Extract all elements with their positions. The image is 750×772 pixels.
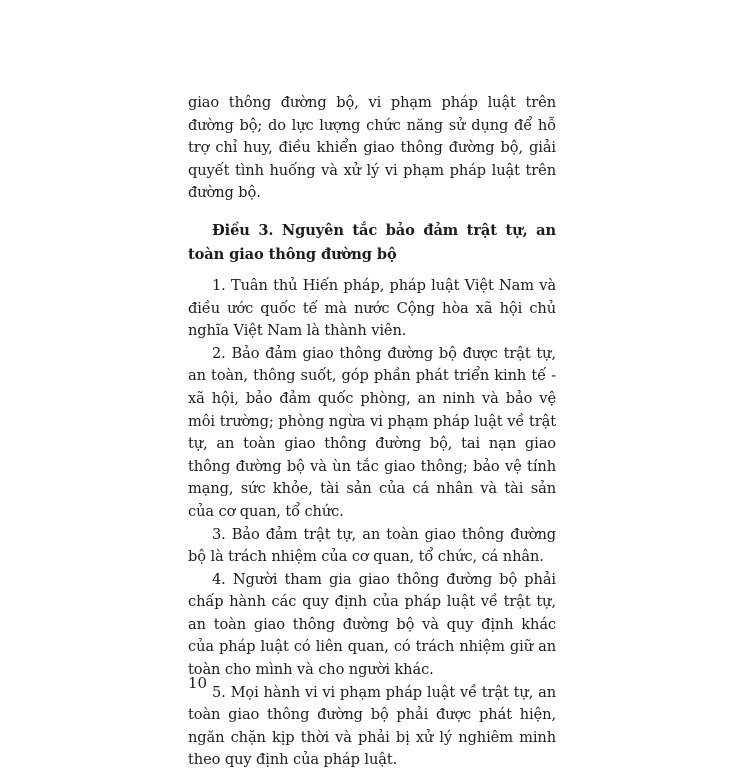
article-heading: Điều 3. Nguyên tắc bảo đảm trật tự, an toàn giao thông đường bộ <box>188 221 556 263</box>
page-number: 10 <box>188 674 208 692</box>
article-item-3: 3. Bảo đảm trật tự, an toàn giao thông đường bộ là trách nhiệm của cơ quan, tổ chức, cá nhân. <box>188 525 556 566</box>
article-item-4: 4. Người tham gia giao thông đường bộ phải chấp hành các quy định của pháp luật về trật tự, an toàn giao thông đường bộ và quy định khác của pháp luật có liên quan, có trách nhiệm giữ an toàn cho mình và cho người khác. <box>188 570 556 679</box>
article-item-5: 5. Mọi hành vi vi phạm pháp luật về trật tự, an toàn giao thông đường bộ phải được phát hiện, ngăn chặn kịp thời và phải bị xử lý nghiêm minh theo quy định của pháp luật. <box>188 683 556 769</box>
continuation-paragraph: giao thông đường bộ, vi phạm pháp luật trên đường bộ; do lực lượng chức năng sử dụng để hỗ trợ chỉ huy, điều khiển giao thông đường bộ, giải quyết tình huống và xử lý vi phạm pháp luật trên đường bộ. <box>188 94 556 202</box>
article-item-2: 2. Bảo đảm giao thông đường bộ được trật tự, an toàn, thông suốt, góp phần phát triển kinh tế - xã hội, bảo đảm quốc phòng, an ninh và bảo vệ môi trường; phòng ngừa vi phạm pháp luật về trật tự, an toàn giao thông đường bộ, tai nạn giao thông đường bộ và ùn tắc giao thông; bảo vệ tính mạng, sức khỏe, tài sản của cá nhân và tài sản của cơ quan, tổ chức. <box>188 344 556 520</box>
article-item-1: 1. Tuân thủ Hiến pháp, pháp luật Việt Nam và điều ước quốc tế mà nước Cộng hòa xã hội chủ nghĩa Việt Nam là thành viên. <box>188 276 556 340</box>
page-body <box>188 92 556 772</box>
